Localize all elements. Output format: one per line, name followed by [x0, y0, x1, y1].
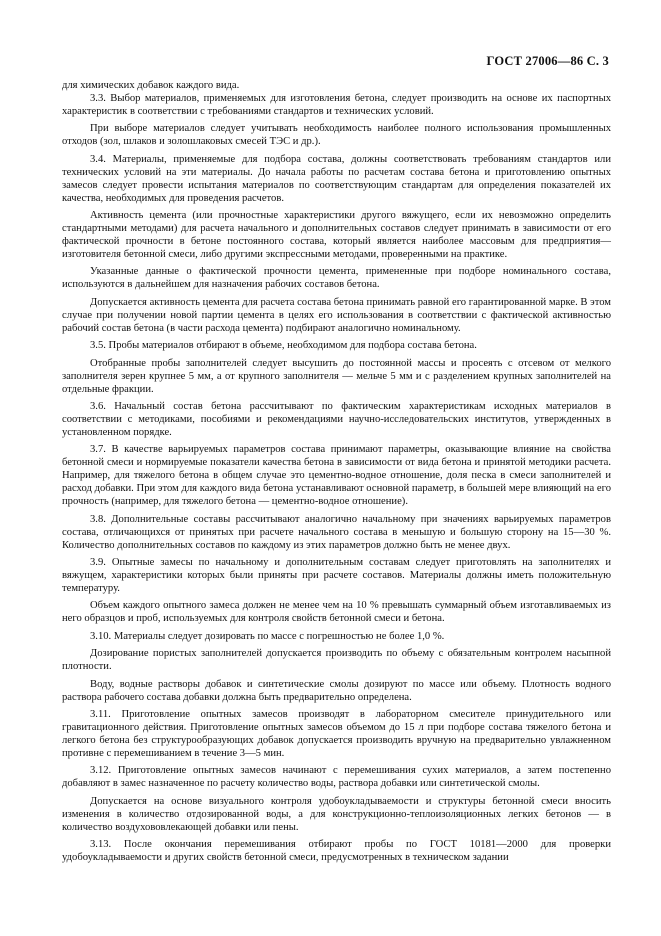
- paragraph: При выборе материалов следует учитывать необходимость наиболее полного использования промышленных отходов (зол, шлаков и золошлаковых смесей ТЭС и др.).: [62, 123, 611, 148]
- paragraph: Дозирование пористых заполнителей допускается производить по объему с обязательным контролем насыпной плотности.: [62, 648, 611, 673]
- paragraph: 3.7. В качестве варьируемых параметров состава принимают параметры, оказывающие влияние на свойства бетонной смеси и нормируемые показатели качества бетона в зависимости от вида бетона и принятой методики расчета. Например, для тяжелого бетона в общем случае это цементно-водное отношение, доля песка в смеси заполнителей и расход добавки. При этом для каждого вида бетона устанавливают основной параметр, в большей мере влияющий на его прочность (например, для тяжелого бетона — цементно-водное отношение).: [62, 444, 611, 508]
- paragraph: Воду, водные растворы добавок и синтетические смолы дозируют по массе или объему. Плотность водного раствора рабочего состава добавки должна быть предварительно определена.: [62, 678, 611, 703]
- paragraph: 3.5. Пробы материалов отбирают в объеме, необходимом для подбора состава бетона.: [90, 340, 477, 352]
- paragraph: 3.10. Материалы следует дозировать по массе с погрешностью не более 1,0 %.: [90, 630, 445, 642]
- paragraph: 3.8. Дополнительные составы рассчитывают аналогично начальному при значениях варьируемых параметров состава, отличающихся от принятых при расчете начального состава в меньшую и большую сторону на 15—30 %. Количество дополнительных составов по каждому из этих параметров должно быть не менее двух.: [62, 513, 611, 551]
- paragraph: Допускается на основе визуального контроля удобоукладываемости и структуры бетонной смеси вносить изменения в количество отдозированной воды, а для конструкционно-теплоизоляционных легких бетонов — в количество воздухововлекающей добавки или пены.: [62, 795, 611, 833]
- paragraph: для химических добавок каждого вида.: [62, 80, 240, 91]
- paragraph: Объем каждого опытного замеса должен не менее чем на 10 % превышать суммарный объем изготавливаемых из него образцов и проб, используемых для контроля свойств бетонной смеси и бетона.: [62, 600, 611, 625]
- paragraph: 3.13. После окончания перемешивания отбирают пробы по ГОСТ 10181—2000 для проверки удобоукладываемости и других свойств бетонной смеси, предусмотренных в техническом задании: [62, 839, 611, 864]
- paragraph: Допускается активность цемента для расчета состава бетона принимать равной его гарантированной марке. В этом случае при получении новой партии цемента в целях его использования в соответствии с фактической активностью рабочий состав бетона (в части расхода цемента) подбирают аналогично номинальному.: [62, 296, 611, 334]
- page-header: ГОСТ 27006—86 С. 3: [486, 54, 609, 68]
- paragraph: Активность цемента (или прочностные характеристики другого вяжущего, если их невозможно определить стандартными методами) для расчета начального и дополнительных составов следует принимать в зависимости от его фактической прочности в бетоне постоянного состава, который является наиболее массовым для предприятия—изготовителя бетонной смеси, либо другими экспрессными методами, проверенными на практике.: [62, 210, 611, 260]
- document-body: [62, 80, 611, 865]
- paragraph: 3.11. Приготовление опытных замесов производят в лабораторном смесителе принудительного или гравитационного действия. Приготовление опытных замесов объемом до 15 л при подборе состава тяжелого бетона и легкого бетона без структурообразующих добавок допускается производить вручную на предварительно увлажненном противне с перемешиванием в течение 3—5 мин.: [62, 708, 611, 759]
- paragraph: 3.6. Начальный состав бетона рассчитывают по фактическим характеристикам исходных материалов в соответствии с методиками, пособиями и рекомендациями научно-исследовательских институтов, утвержденных в установленном порядке.: [62, 400, 611, 438]
- paragraph: 3.12. Приготовление опытных замесов начинают с перемешивания сухих материалов, а затем постепенно добавляют в замес назначенное по расчету количество воды, раствора добавки или синтетической смолы.: [62, 765, 611, 790]
- paragraph: 3.4. Материалы, применяемые для подбора состава, должны соответствовать требованиям стандартов или технических условий на эти материалы. До начала работы по расчетам состава бетона и приготовлению опытных замесов следует провести испытания материалов по соответствующим стандартам для определения показателей их качества, необходимых для проведения расчетов.: [62, 153, 611, 204]
- paragraph: Отобранные пробы заполнителей следует высушить до постоянной массы и просеять с отсевом от мелкого заполнителя зерен крупнее 5 мм, а от крупного заполнителя — мельче 5 мм и с разделением крупных заполнителей на отдельные фракции.: [62, 357, 611, 395]
- paragraph: Указанные данные о фактической прочности цемента, примененные при подборе номинального состава, используются в дальнейшем для назначения рабочих составов бетона.: [62, 266, 611, 291]
- paragraph: 3.3. Выбор материалов, применяемых для изготовления бетона, следует производить на основе их паспортных характеристик в соответствии с требованиями стандартов и технических условий.: [62, 92, 611, 117]
- paragraph: 3.9. Опытные замесы по начальному и дополнительным составам следует приготовлять на заполнителях и вяжущем, характеристики которых были приняты при расчете составов. Материалы должны иметь положительную температуру.: [62, 556, 611, 594]
